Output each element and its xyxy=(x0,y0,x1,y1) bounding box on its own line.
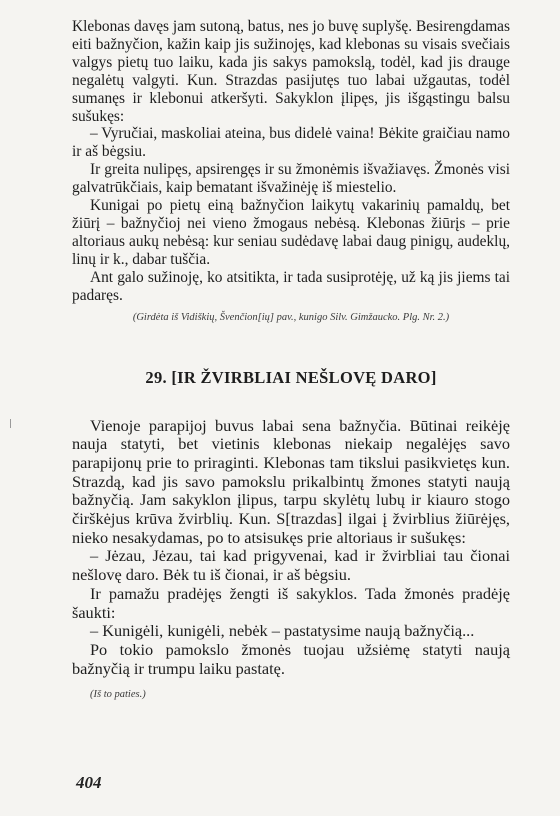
story-heading: 29. [IR ŽVIRBLIAI NEŠLOVĘ DARO] xyxy=(145,367,437,387)
paragraph: – Vyručiai, maskoliai ateina, bus didelė vaina! Bėkite graičiau namo ir aš bėgsiu. xyxy=(72,125,510,161)
paragraph: Po tokio pamokslo žmonės tuojau užsiėmę statyti naują bažnyčią ir trumpu laiku pastatę. xyxy=(72,639,510,678)
paragraph: – Jėzau, Jėzau, tai kad prigyvenai, kad ir žvirbliai tau čionai nešlovę daro. Bėk tu iš čionai, ir aš bėgsiu. xyxy=(72,546,510,585)
margin-mark xyxy=(10,419,11,428)
page-number: 404 xyxy=(76,773,102,792)
paragraph: Ir greita nulipęs, apsirengęs ir su žmonėmis išvažiavęs. Žmonės visi galvatrūkčiais, kaip bematant išvažinėję iš miestelio. xyxy=(72,161,510,197)
story-28-continuation xyxy=(72,18,510,325)
paragraph: Ir pamažu pradėjęs žengti iš sakyklos. Tada žmonės pradėję šaukti: xyxy=(72,583,510,622)
story-29 xyxy=(72,417,510,703)
paragraph: Ant galo sužinoję, ko atsitikta, ir tada susiprotėję, už ką jis jiems tai padaręs. xyxy=(72,268,510,304)
paragraph: Kunigai po pietų einą bažnyčion laikytų vakarinių pamaldų, bet žiūrį – bažnyčioj nei vieno žmogaus nebėsą. Klebonas žiūrįs – prie altoriaus aukų nebėsą: kur seniau sudėdavę labai daug pinigų, audeklų, linų ir k., dabar tuščia. xyxy=(72,197,510,268)
paragraph: Klebonas davęs jam sutoną, batus, nes jo buvę suplyšę. Besirengdamas eiti bažnyčion, kažin kaip jis sužinojęs, kad klebonas su visais svečiais valgys pietų tuo laiku, kada jis sakys pamokslą, todėl, kad jis drauge negalėtų valgyti. Kun. Strazdas pasijutęs tuo labai užgautas, todėl sumanęs ir klebonui atkeršyti. Sakyklon įlipęs, jis išgąstingu balsu sušukęs: xyxy=(72,18,510,125)
book-page xyxy=(72,18,510,702)
source-note: (Iš to paties.) xyxy=(90,689,146,701)
source-note: (Girdėta iš Vidiškių, Švenčion[ių] pav., kunigo Silv. Gimžaucko. Plg. Nr. 2.) xyxy=(132,311,450,323)
paragraph: – Kunigėli, kunigėli, nebėk – pastatysime naują bažnyčią... xyxy=(90,621,475,641)
paragraph: Vienoje parapijoj buvus labai sena bažnyčia. Būtinai reikėję nauja statyti, bet vietinis klebonas niekaip negalėjęs savo parapijonų prie to priraginti. Klebonas tam tikslui pasikvietęs kun. Strazdą, kad jis savo pamokslu prikalbintų žmones statyti naują bažnyčią. Jam sakyklon įlipus, tarpu skylėtų lubų ir kiauro stogo čirškėjus krūva žvirblių. Kun. S[trazdas] ilgai į žvirblius žiūrėjęs, nieko nesakydamas, po to atsisukęs prie altoriaus ir sušukęs: xyxy=(72,415,510,547)
